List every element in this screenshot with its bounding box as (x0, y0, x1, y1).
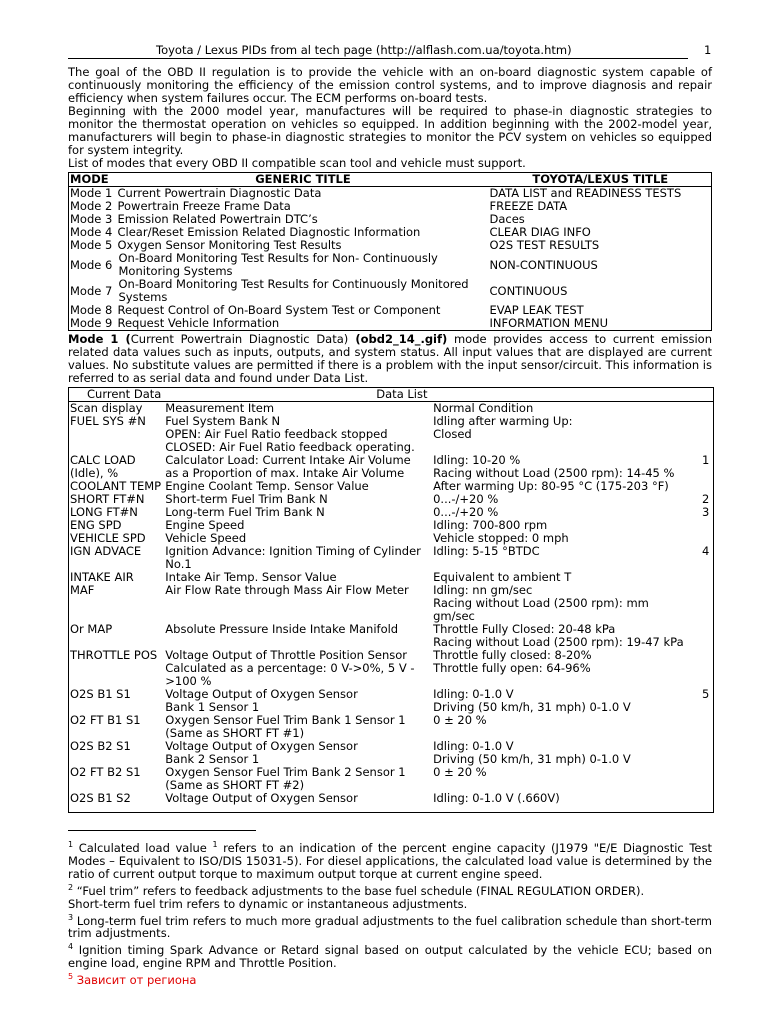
normal-condition: 0...-/+20 % (433, 505, 499, 519)
normal-condition: 0 ± 20 % (433, 713, 487, 727)
generic-title: Emission Related Powertrain DTC’s (117, 212, 318, 226)
footnote-ref: 2 (701, 492, 710, 506)
normal-condition: Throttle Fully Closed: 20-48 kPa Racing without Load (2500 rpm): 19-47 kPa (433, 622, 684, 649)
measurement-item: Voltage Output of Throttle Position Sensor Calculated as a percentage: 0 V->0%, 5 V - >100 % (165, 648, 415, 688)
scan-display: MAF (70, 583, 95, 597)
intro-paragraph: The goal of the OBD II regulation is to provide the vehicle with an on-board diagnostic system capable of continuously monitoring the efficiency of the emission control systems, and to improve diagnosis and repair efficiency when system failures occur. The ECM performs on-board tests. (68, 65, 712, 105)
footnote-ref (701, 519, 713, 532)
generic-title: Current Powertrain Diagnostic Data (117, 186, 322, 200)
data-row (69, 766, 713, 792)
footnote-text: refers to an indication of the percent engine capacity (J1979 "E/E Diagnostic Test Modes – Equivalent to ISO/DIS 15031-5). For diesel applications, the calculated load value is determined by the ratio of current output torque to maximum output torque at current engine speed. (68, 840, 712, 881)
measurement-item: Voltage Output of Oxygen Sensor (165, 791, 358, 805)
mode-row (69, 317, 712, 331)
mode-id: Mode 9 (70, 316, 113, 330)
footnote-ref: 5 (701, 687, 710, 701)
generic-title: Powertrain Freeze Frame Data (117, 199, 291, 213)
normal-condition: Idling: 10-20 % Racing without Load (2500 rpm): 14-45 % (433, 453, 675, 480)
footnote-mark: 1 (68, 840, 74, 849)
mode-id: Mode 2 (70, 199, 113, 213)
mode-id: Mode 7 (70, 283, 113, 298)
footnote-ref (701, 571, 713, 584)
scan-display: O2S B2 S1 (70, 739, 131, 753)
measurement-item: Air Flow Rate through Mass Air Flow Meter (165, 583, 409, 597)
scan-display: SHORT FT#N (70, 492, 145, 506)
toyota-title: CLEAR DIAG INFO (489, 225, 591, 239)
footnote-5 (68, 970, 712, 987)
footnote-ref (701, 649, 713, 688)
data-row (69, 584, 713, 623)
scan-display: Or MAP (70, 622, 113, 636)
normal-condition: Idling: 0-1.0 V Driving (50 km/h, 31 mph) 0-1.0 V (433, 687, 631, 714)
data-list-table (68, 387, 714, 813)
measurement-item: Oxygen Sensor Fuel Trim Bank 2 Sensor 1 (Same as SHORT FT #2) (165, 765, 406, 792)
mode-id: Mode 4 (70, 225, 113, 239)
page-number: 1 (704, 43, 712, 57)
mode-id: Mode 3 (70, 212, 113, 226)
mode-row (69, 252, 712, 278)
scan-display: THROTTLE POS (70, 648, 158, 662)
header-current-data: Current Data (69, 388, 164, 402)
normal-condition: After warming Up: 80-95 °C (175-203 °F) (433, 479, 669, 493)
mode1-body: mode provides access to current emission related data values such as inputs, outputs, and system status. All input values that are displayed are current values. No substitute values are permitted if there is a problem with the input sensor/circuit. This information is referred to as serial data and found under Data List. (68, 332, 713, 385)
mode1-paren: ( (118, 332, 131, 346)
generic-title: Clear/Reset Emission Related Diagnostic Information (117, 225, 421, 239)
scan-display: FUEL SYS #N (70, 414, 146, 428)
footnote-1 (68, 838, 712, 881)
mode1-description (68, 333, 712, 385)
normal-condition: Idling: 0-1.0 V (.660V) (433, 791, 560, 805)
toyota-title: Daces (489, 212, 525, 226)
measurement-item: Short-term Fuel Trim Bank N (165, 492, 328, 506)
measurement-item: Fuel System Bank N OPEN: Air Fuel Ratio feedback stopped CLOSED: Air Fuel Ratio feedback operating. (165, 414, 415, 454)
data-row (69, 740, 713, 766)
scan-display: INTAKE AIR (70, 570, 134, 584)
normal-condition: Throttle fully closed: 8-20% Throttle fully open: 64-96% (433, 648, 592, 675)
scan-display: ENG SPD (70, 518, 122, 532)
mode-id: Mode 5 (70, 238, 113, 252)
normal-condition: Idling: 700-800 rpm (433, 518, 548, 532)
header-title: Toyota / Lexus PIDs from al tech page (http://alflash.com.ua/toyota.htm) (156, 43, 572, 57)
col-header-mode: MODE (69, 173, 117, 187)
measurement-item: Engine Coolant Temp. Sensor Value (165, 479, 369, 493)
measurement-item: Oxygen Sensor Fuel Trim Bank 1 Sensor 1 (Same as SHORT FT #1) (165, 713, 406, 740)
normal-condition: Idling: nn gm/sec Racing without Load (2500 rpm): mm gm/sec (433, 583, 649, 623)
data-row (69, 649, 713, 688)
footnote-ref (701, 792, 713, 805)
normal-condition: 0...-/+20 % (433, 492, 499, 506)
data-row (69, 688, 713, 714)
footnote-text: “Fuel trim” refers to feedback adjustments to the base fuel schedule (FINAL REGULATION ORDER). (73, 883, 645, 898)
page-header (68, 42, 712, 59)
footnote-mark: 1 (212, 840, 218, 849)
footnote-ref (701, 415, 713, 454)
scan-display: O2S B1 S2 (70, 791, 131, 805)
mode-row (69, 187, 712, 201)
data-row (69, 545, 713, 571)
mode-id: Mode 8 (70, 303, 113, 317)
data-row (69, 402, 713, 416)
footnote-text: Ignition timing Spark Advance or Retard signal based on output calculated by the vehicle ECU; based on engine load, engine RPM and Throttle Position. (68, 943, 712, 971)
data-row (69, 415, 713, 454)
toyota-title: CONTINUOUS (489, 283, 568, 298)
footnote-4 (68, 940, 712, 970)
normal-condition: Vehicle stopped: 0 mph (433, 531, 569, 545)
footnote-2 (68, 881, 712, 898)
generic-title: On-Board Monitoring Test Results for Continuously Monitored Systems (118, 277, 469, 304)
mode1-title: Current Powertrain Diagnostic Data (130, 332, 344, 346)
mode-row (69, 278, 712, 304)
measurement-item: Long-term Fuel Trim Bank N (165, 505, 325, 519)
measurement-item: Engine Speed (165, 518, 245, 532)
intro-paragraph: List of modes that every OBD II compatible scan tool and vehicle must support. (68, 156, 526, 170)
mode1-paren: ) (343, 332, 349, 346)
mode-id: Mode 6 (70, 257, 113, 272)
footnote-ref (701, 766, 713, 792)
toyota-title: DATA LIST and READINESS TESTS (489, 186, 682, 200)
measurement-item: Voltage Output of Oxygen Sensor Bank 2 Sensor 1 (165, 739, 358, 766)
data-row (69, 792, 713, 805)
scan-display: LONG FT#N (70, 505, 138, 519)
header-data-list: Data List (164, 388, 713, 402)
measurement-item: Voltage Output of Oxygen Sensor Bank 1 Sensor 1 (165, 687, 358, 714)
footnote-text: Зависит от региона (73, 973, 197, 988)
footnote-ref (701, 584, 713, 623)
data-row (69, 454, 713, 480)
normal-condition: Idling after warming Up: Closed (433, 414, 573, 441)
measurement-item: Calculator Load: Current Intake Air Volume as a Proportion of max. Intake Air Volume (165, 453, 411, 480)
footnote-text: Calculated load value (73, 840, 213, 855)
footnote-text: Long-term fuel trim refers to much more gradual adjustments to the fuel calibration schedule than short-term trim adjustments. (68, 913, 712, 941)
mode1-lead: Mode 1 (68, 332, 119, 346)
normal-condition: 0 ± 20 % (433, 765, 487, 779)
data-row (69, 623, 713, 649)
intro-paragraph: Beginning with the 2000 model year, manufactures will be required to phase-in diagnostic strategies to monitor the thermostat operation on vehicles so equipped. In addition beginning with the 2002-model year, manufacturers will begin to phase-in diagnostic strategies to monitor the PCV system on vehicles so equipped for system integrity. (68, 104, 712, 157)
toyota-title: NON-CONTINUOUS (489, 257, 598, 272)
scan-display: O2 FT B1 S1 (70, 713, 141, 727)
footnote-ref (701, 623, 713, 649)
data-list-header (69, 388, 713, 402)
footnote-3 (68, 911, 712, 941)
footnote-ref: 3 (701, 505, 710, 519)
mode1-file: (obd2_14_.gif) (348, 332, 448, 346)
col-header-generic: GENERIC TITLE (117, 173, 489, 187)
footnote-ref (701, 402, 713, 416)
scan-display: O2S B1 S1 (70, 687, 131, 701)
measurement-item: Absolute Pressure Inside Intake Manifold (165, 622, 399, 636)
normal-condition: Equivalent to ambient T (433, 570, 572, 584)
footnote-mark: 2 (68, 882, 74, 892)
scan-display: Scan display (70, 401, 143, 415)
scan-display: VEHICLE SPD (70, 531, 146, 545)
modes-header-row (69, 173, 712, 187)
measurement-item: Vehicle Speed (165, 531, 247, 545)
generic-title: Request Vehicle Information (117, 316, 280, 330)
footnote-mark: 3 (68, 912, 74, 922)
footnote-2b: Short-term fuel trim refers to dynamic or instantaneous adjustments. (68, 896, 468, 911)
generic-title: On-Board Monitoring Test Results for Non- Continuously Monitoring Systems (118, 251, 438, 278)
footnotes (68, 838, 712, 987)
generic-title: Oxygen Sensor Monitoring Test Results (117, 238, 342, 252)
scan-display: O2 FT B2 S1 (70, 765, 141, 779)
normal-condition: Idling: 0-1.0 V Driving (50 km/h, 31 mph) 0-1.0 V (433, 739, 631, 766)
data-row (69, 714, 713, 740)
mode-id: Mode 1 (70, 186, 113, 200)
intro-text (68, 66, 712, 170)
footnote-ref: 4 (701, 544, 710, 558)
normal-condition: Normal Condition (433, 401, 534, 415)
scan-display: CALC LOAD (Idle), % (70, 453, 136, 480)
scan-display: IGN ADVACE (70, 544, 142, 558)
normal-condition: Idling: 5-15 °BTDC (433, 544, 540, 558)
toyota-title: INFORMATION MENU (489, 316, 608, 330)
toyota-title: EVAP LEAK TEST (489, 303, 584, 317)
generic-title: Request Control of On-Board System Test or Component (117, 303, 441, 317)
modes-table (68, 172, 712, 331)
toyota-title: FREEZE DATA (489, 199, 568, 213)
measurement-item: Intake Air Temp. Sensor Value (165, 570, 337, 584)
footnote-mark: 4 (68, 942, 74, 952)
measurement-item: Ignition Advance: Ignition Timing of Cylinder No.1 (165, 544, 421, 571)
footnote-separator (68, 830, 256, 831)
col-header-toyota: TOYOTA/LEXUS TITLE (489, 173, 712, 187)
footnote-ref (701, 740, 713, 766)
footnote-ref (701, 714, 713, 740)
footnote-ref: 1 (701, 453, 710, 467)
footnote-mark: 5 (68, 972, 74, 982)
scan-display: COOLANT TEMP (70, 479, 162, 493)
measurement-item: Measurement Item (165, 401, 275, 415)
toyota-title: O2S TEST RESULTS (489, 238, 600, 252)
